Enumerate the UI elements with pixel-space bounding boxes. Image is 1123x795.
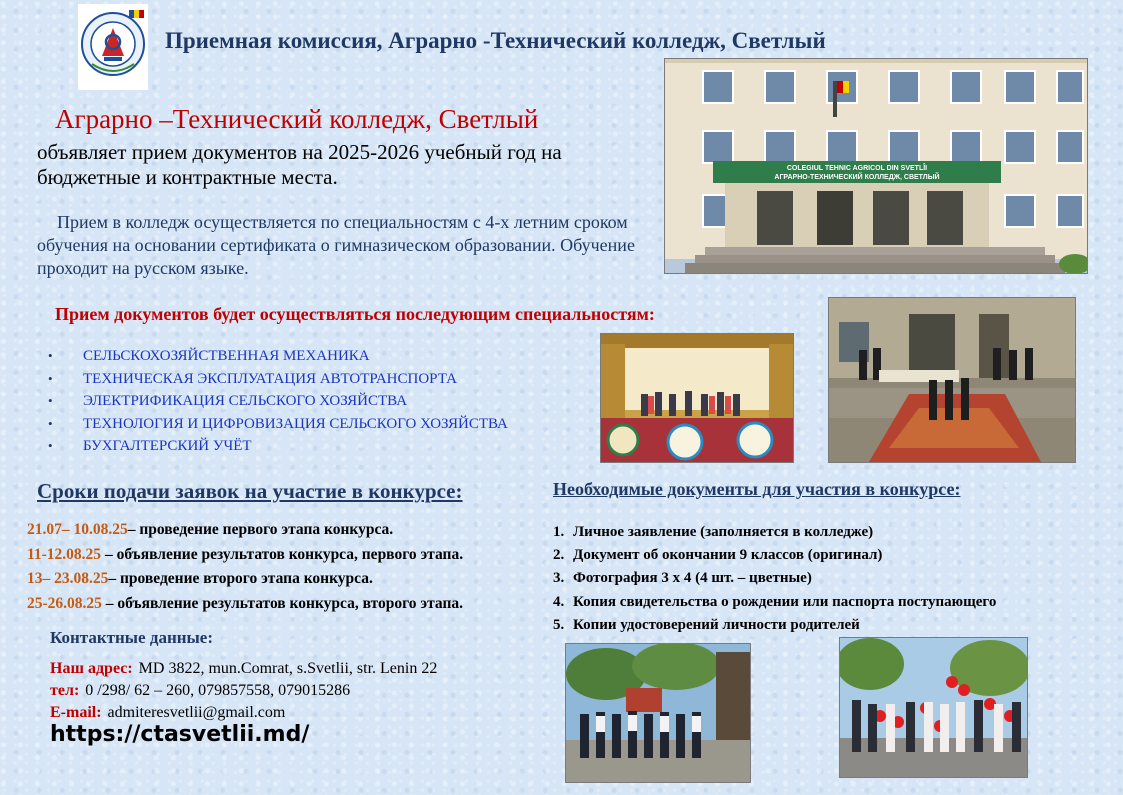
email-value[interactable]: admiteresvetlii@gmail.com: [107, 704, 286, 721]
email-label: E-mail:: [50, 704, 102, 721]
documents-heading: Необходимые документы для участия в конкурсе:: [553, 479, 961, 499]
list-item: [48, 413, 508, 436]
bullet-icon: •: [48, 393, 53, 408]
deadline-text: – объявление результатов конкурса, второго этапа.: [101, 594, 464, 612]
deadline-date: 21.07– 10.08.25: [27, 521, 128, 538]
phone-value: 0 /298/ 62 – 260, 079857558, 079015286: [85, 682, 351, 699]
list-item: [48, 368, 508, 391]
contacts-heading: Контактные данные:: [50, 628, 214, 647]
document-label: Фотография 3 х 4 (4 шт. – цветные): [573, 570, 812, 587]
deadline-date: 11-12.08.25: [27, 545, 102, 563]
building-sign-line1: COLEGIUL TEHNIC AGRICOL DIN SVETLÎI: [786, 165, 928, 172]
deadline-row: [27, 518, 463, 543]
list-item: [48, 435, 508, 458]
address-value: MD 3822, mun.Comrat, s.Svetlii, str. Lenin 22: [138, 660, 438, 677]
bullet-icon: •: [48, 415, 53, 431]
deadline-row: [27, 592, 463, 617]
specialties-list: [48, 345, 508, 458]
document-label: Документ об окончании 9 классов (оригинал): [573, 547, 883, 564]
graduation-ceremony-photo: [828, 297, 1076, 463]
document-label: Копии удостоверений личности родителей: [573, 616, 860, 633]
document-label: Личное заявление (заполняется в колледже): [573, 524, 874, 540]
email-row: [50, 702, 437, 724]
list-item: 1. Личное заявление (заполняется в колледже): [553, 524, 874, 540]
bullet-icon: •: [48, 348, 53, 363]
address-row: [50, 658, 437, 680]
documents-list: [553, 521, 996, 637]
list-item: 3. Фотография 3 х 4 (4 шт. – цветные): [553, 570, 812, 587]
list-item: 5. Копии удостоверений личности родителей: [553, 616, 860, 633]
deadlines-heading: Сроки подачи заявок на участие в конкурсе:: [37, 479, 463, 503]
specialty-label: БУХГАЛТЕРСКИЙ УЧЁТ: [83, 438, 252, 454]
bullet-icon: •: [48, 370, 53, 386]
deadline-text: – проведение первого этапа конкурса.: [127, 521, 394, 538]
document-label: Копия свидетельства о рождении или паспорта поступающего: [573, 593, 997, 610]
website-link[interactable]: https://ctasvetlii.md/: [50, 722, 310, 747]
contact-details: [50, 658, 437, 724]
page-title: Приемная комиссия, Аграрно -Технический колледж, Светлый: [165, 28, 826, 53]
students-group-photo: [565, 643, 751, 783]
specialty-label: ТЕХНОЛОГИЯ И ЦИФРОВИЗАЦИЯ СЕЛЬСКОГО ХОЗЯЙСТВА: [83, 415, 508, 432]
deadlines-list: [27, 518, 463, 616]
building-sign-line2: АГРАРНО-ТЕХНИЧЕСКИЙ КОЛЛЕДЖ, СВЕТЛЫЙ: [774, 174, 940, 181]
deadline-date: 25-26.08.25: [27, 594, 102, 612]
list-item: 4. Копия свидетельства о рождении или паспорта поступающего: [553, 593, 997, 610]
phone-label: тел:: [50, 682, 80, 699]
deadline-text: – объявление результатов конкурса, первого этапа.: [101, 545, 464, 563]
deadline-date: 13– 23.08.25: [27, 570, 109, 587]
address-label: Наш адрес:: [50, 660, 133, 677]
specialty-label: СЕЛЬСКОХОЗЯЙСТВЕННАЯ МЕХАНИКА: [83, 348, 370, 364]
list-item: 2. Документ об окончании 9 классов (оригинал): [553, 547, 883, 564]
specialty-label: ЭЛЕКТРИФИКАЦИЯ СЕЛЬСКОГО ХОЗЯЙСТВА: [83, 393, 408, 409]
deadline-row: [27, 543, 463, 568]
list-item: [48, 345, 508, 368]
college-building-photo: [664, 58, 1088, 274]
list-item: [48, 390, 508, 413]
deadline-text: – проведение второго этапа конкурса.: [108, 570, 373, 587]
deadline-row: [27, 567, 463, 592]
college-seal-logo: [78, 4, 148, 90]
phone-row: [50, 680, 437, 702]
admission-announcement: объявляет прием документов на 2025-2026 учебный год на бюджетные и контрактные места.: [37, 140, 562, 189]
graduates-balloons-photo: [839, 637, 1028, 778]
specialties-heading: Прием документов будет осуществляться последующим специальностям:: [55, 304, 655, 324]
admission-paragraph: Прием в колледж осуществляется по специальностям с 4-х летним сроком обучения на основании сертификата о гимназическом образовании. Обучение проходит на русском языке.: [37, 212, 635, 278]
college-name: Аграрно –Технический колледж, Светлый: [55, 104, 539, 134]
stage-event-photo: [600, 333, 794, 463]
specialty-label: ТЕХНИЧЕСКАЯ ЭКСПЛУАТАЦИЯ АВТОТРАНСПОРТА: [83, 370, 457, 387]
bullet-icon: •: [48, 438, 53, 453]
